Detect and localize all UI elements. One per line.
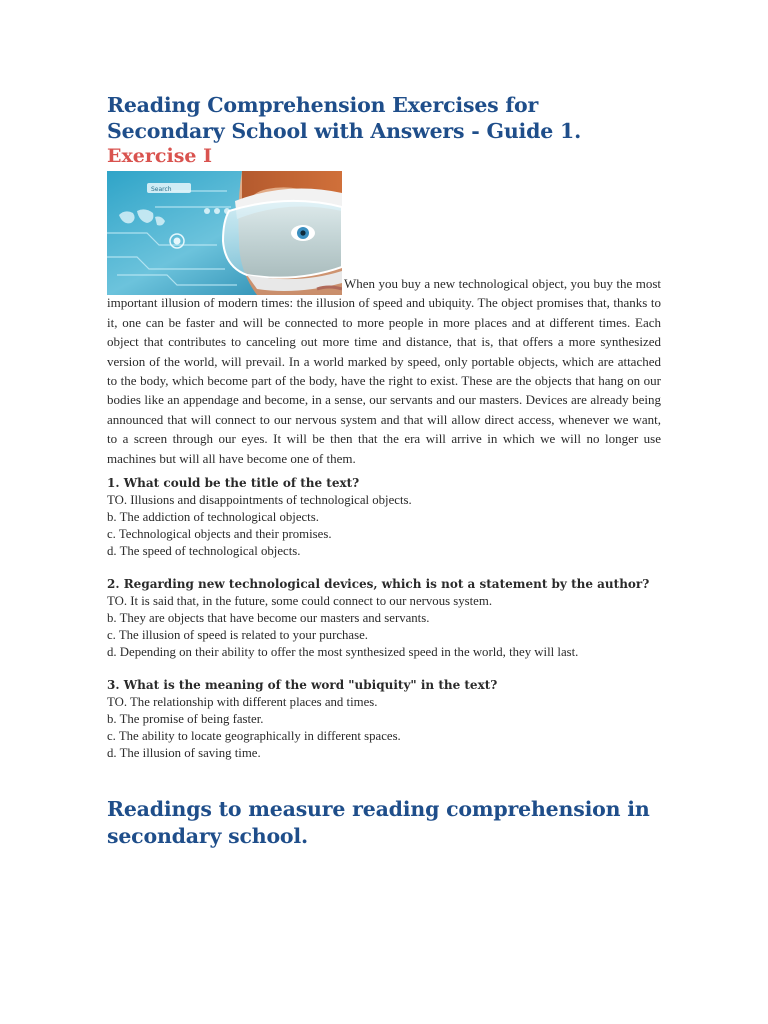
question-text: 1. What could be the title of the text? — [107, 476, 360, 491]
reading-passage: When you buy a new technological object, you buy the most important illusion of modern times: the illusion of speed and ubiquity. The object promises that, thanks to it, one can be faster and will be connected to more people in more places and at different times. Each object that contributes to canceling out more time and distance, that is, that offers a more synthesized version of the world, will prevail. In a world marked by speed, only portable objects, which are attached to the body, which become part of the body, have the right to exist. These are the objects that hang on our bodies like an appendage and become, in a sense, our servants and our masters. Devices are already being announced that will connect to our nervous system and that will allow direct access, whenever we want, to a screen through our eyes. It will be then that the era will arrive in which we will no longer use machines but will all have become one of them. — [107, 276, 661, 466]
answer-option: c. The illusion of speed is related to your purchase. — [107, 628, 368, 643]
passage-section — [107, 168, 661, 468]
document-page — [107, 92, 661, 850]
answer-option: d. The speed of technological objects. — [107, 544, 301, 559]
question-text: 2. Regarding new technological devices, which is not a statement by the author? — [107, 577, 650, 592]
question-3 — [107, 677, 661, 762]
answer-option: TO. It is said that, in the future, some could connect to our nervous system. — [107, 594, 493, 609]
exercise-title: Exercise I — [107, 145, 212, 167]
answer-option: b. The promise of being faster. — [107, 712, 264, 727]
answer-option: TO. The relationship with different places and times. — [107, 695, 378, 710]
answer-option: d. Depending on their ability to offer the most synthesized speed in the world, they will last. — [107, 645, 579, 660]
answer-option: c. Technological objects and their promises. — [107, 527, 332, 542]
answer-option: d. The illusion of saving time. — [107, 746, 261, 761]
question-1 — [107, 475, 661, 560]
question-2 — [107, 576, 661, 661]
woman-with-vr-headset-illustration — [107, 171, 342, 295]
question-text: 3. What is the meaning of the word "ubiquity" in the text? — [107, 678, 498, 693]
answer-option: b. They are objects that have become our masters and servants. — [107, 611, 430, 626]
answer-option: c. The ability to locate geographically in different spaces. — [107, 729, 401, 744]
answer-option: TO. Illusions and disappointments of technological objects. — [107, 493, 412, 508]
answer-option: b. The addiction of technological objects. — [107, 510, 319, 525]
page-title: Reading Comprehension Exercises for Secondary School with Answers - Guide 1. — [107, 93, 582, 143]
section-title: Readings to measure reading comprehension in secondary school. — [107, 797, 650, 849]
search-overlay-text: Search — [151, 186, 172, 193]
